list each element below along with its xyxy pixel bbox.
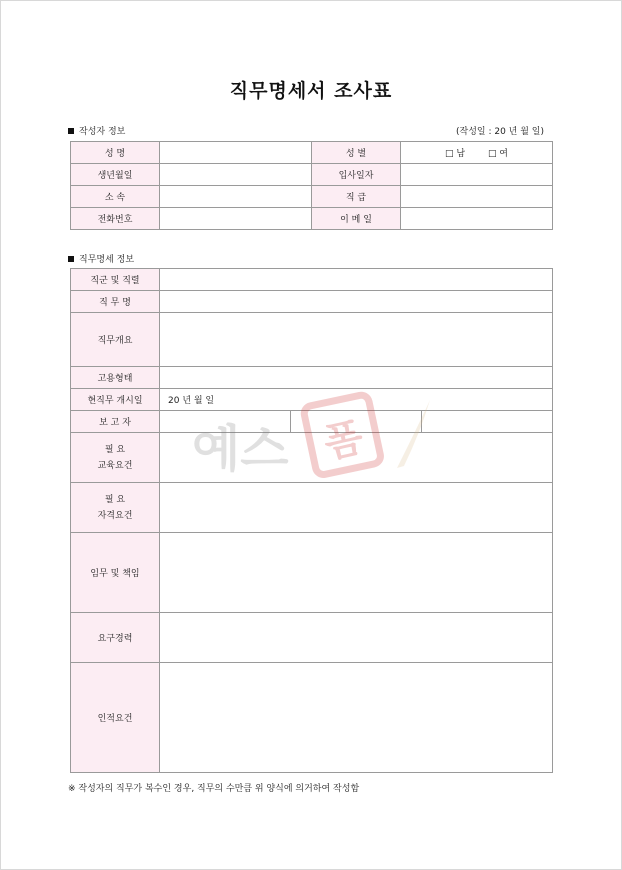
gender-female-checkbox[interactable]: □ 여	[487, 149, 508, 159]
job-group-field[interactable]	[160, 269, 553, 291]
label-email: 이 메 일	[312, 208, 401, 230]
label-phone: 전화번호	[71, 208, 160, 230]
label-qualification-line1: 필 요	[104, 494, 126, 505]
page-title: 직무명세서 조사표	[229, 80, 393, 102]
label-name: 성 명	[71, 142, 160, 164]
reporter-field-3[interactable]	[422, 411, 553, 433]
section-author-info	[68, 124, 125, 137]
label-personal-requirements: 인적요건	[71, 663, 160, 773]
table-row	[71, 269, 553, 291]
duties-field[interactable]	[160, 533, 553, 613]
label-birth: 생년월일	[71, 164, 160, 186]
education-field[interactable]	[160, 433, 553, 483]
svg-text:폼: 폼	[319, 414, 368, 468]
phone-field[interactable]	[160, 208, 312, 230]
svg-text:예스: 예스	[192, 420, 289, 478]
birth-field[interactable]	[160, 164, 312, 186]
gender-field[interactable]	[401, 142, 553, 164]
table-row	[71, 208, 553, 230]
join-date-field[interactable]	[401, 164, 553, 186]
reporter-field-1[interactable]	[160, 411, 291, 433]
email-field[interactable]	[401, 208, 553, 230]
label-qualification-line2: 자격요건	[97, 510, 133, 521]
employment-type-field[interactable]	[160, 367, 553, 389]
table-row	[71, 533, 553, 613]
table-row	[71, 433, 553, 483]
label-duties: 임무 및 책임	[71, 533, 160, 613]
author-info-table	[70, 141, 553, 230]
label-job-name: 직 무 명	[71, 291, 160, 313]
label-education-line2: 교육요건	[97, 460, 133, 471]
square-bullet-icon	[68, 128, 74, 134]
table-row	[71, 164, 553, 186]
job-overview-field[interactable]	[160, 313, 553, 367]
experience-field[interactable]	[160, 613, 553, 663]
label-education	[71, 433, 160, 483]
label-employment-type: 고용형태	[71, 367, 160, 389]
label-job-group: 직군 및 직렬	[71, 269, 160, 291]
label-job-overview: 직무개요	[71, 313, 160, 367]
section-job-info	[68, 252, 134, 265]
table-row	[71, 142, 553, 164]
table-row	[71, 313, 553, 367]
section-job-label: 직무명세 정보	[79, 255, 135, 265]
label-qualification	[71, 483, 160, 533]
section-author-label: 작성자 정보	[79, 127, 126, 137]
label-education-line1: 필 요	[104, 444, 126, 455]
table-row	[71, 367, 553, 389]
label-department: 소 속	[71, 186, 160, 208]
label-start-date: 현직무 개시일	[71, 389, 160, 411]
table-row	[71, 291, 553, 313]
rank-field[interactable]	[401, 186, 553, 208]
table-row	[71, 389, 553, 411]
gender-male-checkbox[interactable]: □ 남	[445, 149, 466, 159]
name-field[interactable]	[160, 142, 312, 164]
table-row	[71, 663, 553, 773]
label-join-date: 입사일자	[312, 164, 401, 186]
label-experience: 요구경력	[71, 613, 160, 663]
department-field[interactable]	[160, 186, 312, 208]
job-name-field[interactable]	[160, 291, 553, 313]
start-date-field[interactable]: 20 년 월 일	[160, 389, 553, 411]
footnote: ※ 작성자의 직무가 복수인 경우, 직무의 수만큼 위 양식에 의거하여 작성함	[68, 784, 360, 794]
personal-requirements-field[interactable]	[160, 663, 553, 773]
reporter-field-2[interactable]	[291, 411, 422, 433]
label-gender: 성 별	[312, 142, 401, 164]
label-reporter: 보 고 자	[71, 411, 160, 433]
job-spec-table	[70, 268, 553, 773]
table-row	[71, 411, 553, 433]
table-row	[71, 483, 553, 533]
qualification-field[interactable]	[160, 483, 553, 533]
date-written: (작성일 : 20 년 월 일)	[456, 127, 544, 137]
table-row	[71, 613, 553, 663]
label-rank: 직 급	[312, 186, 401, 208]
square-bullet-icon	[68, 256, 74, 262]
table-row	[71, 186, 553, 208]
